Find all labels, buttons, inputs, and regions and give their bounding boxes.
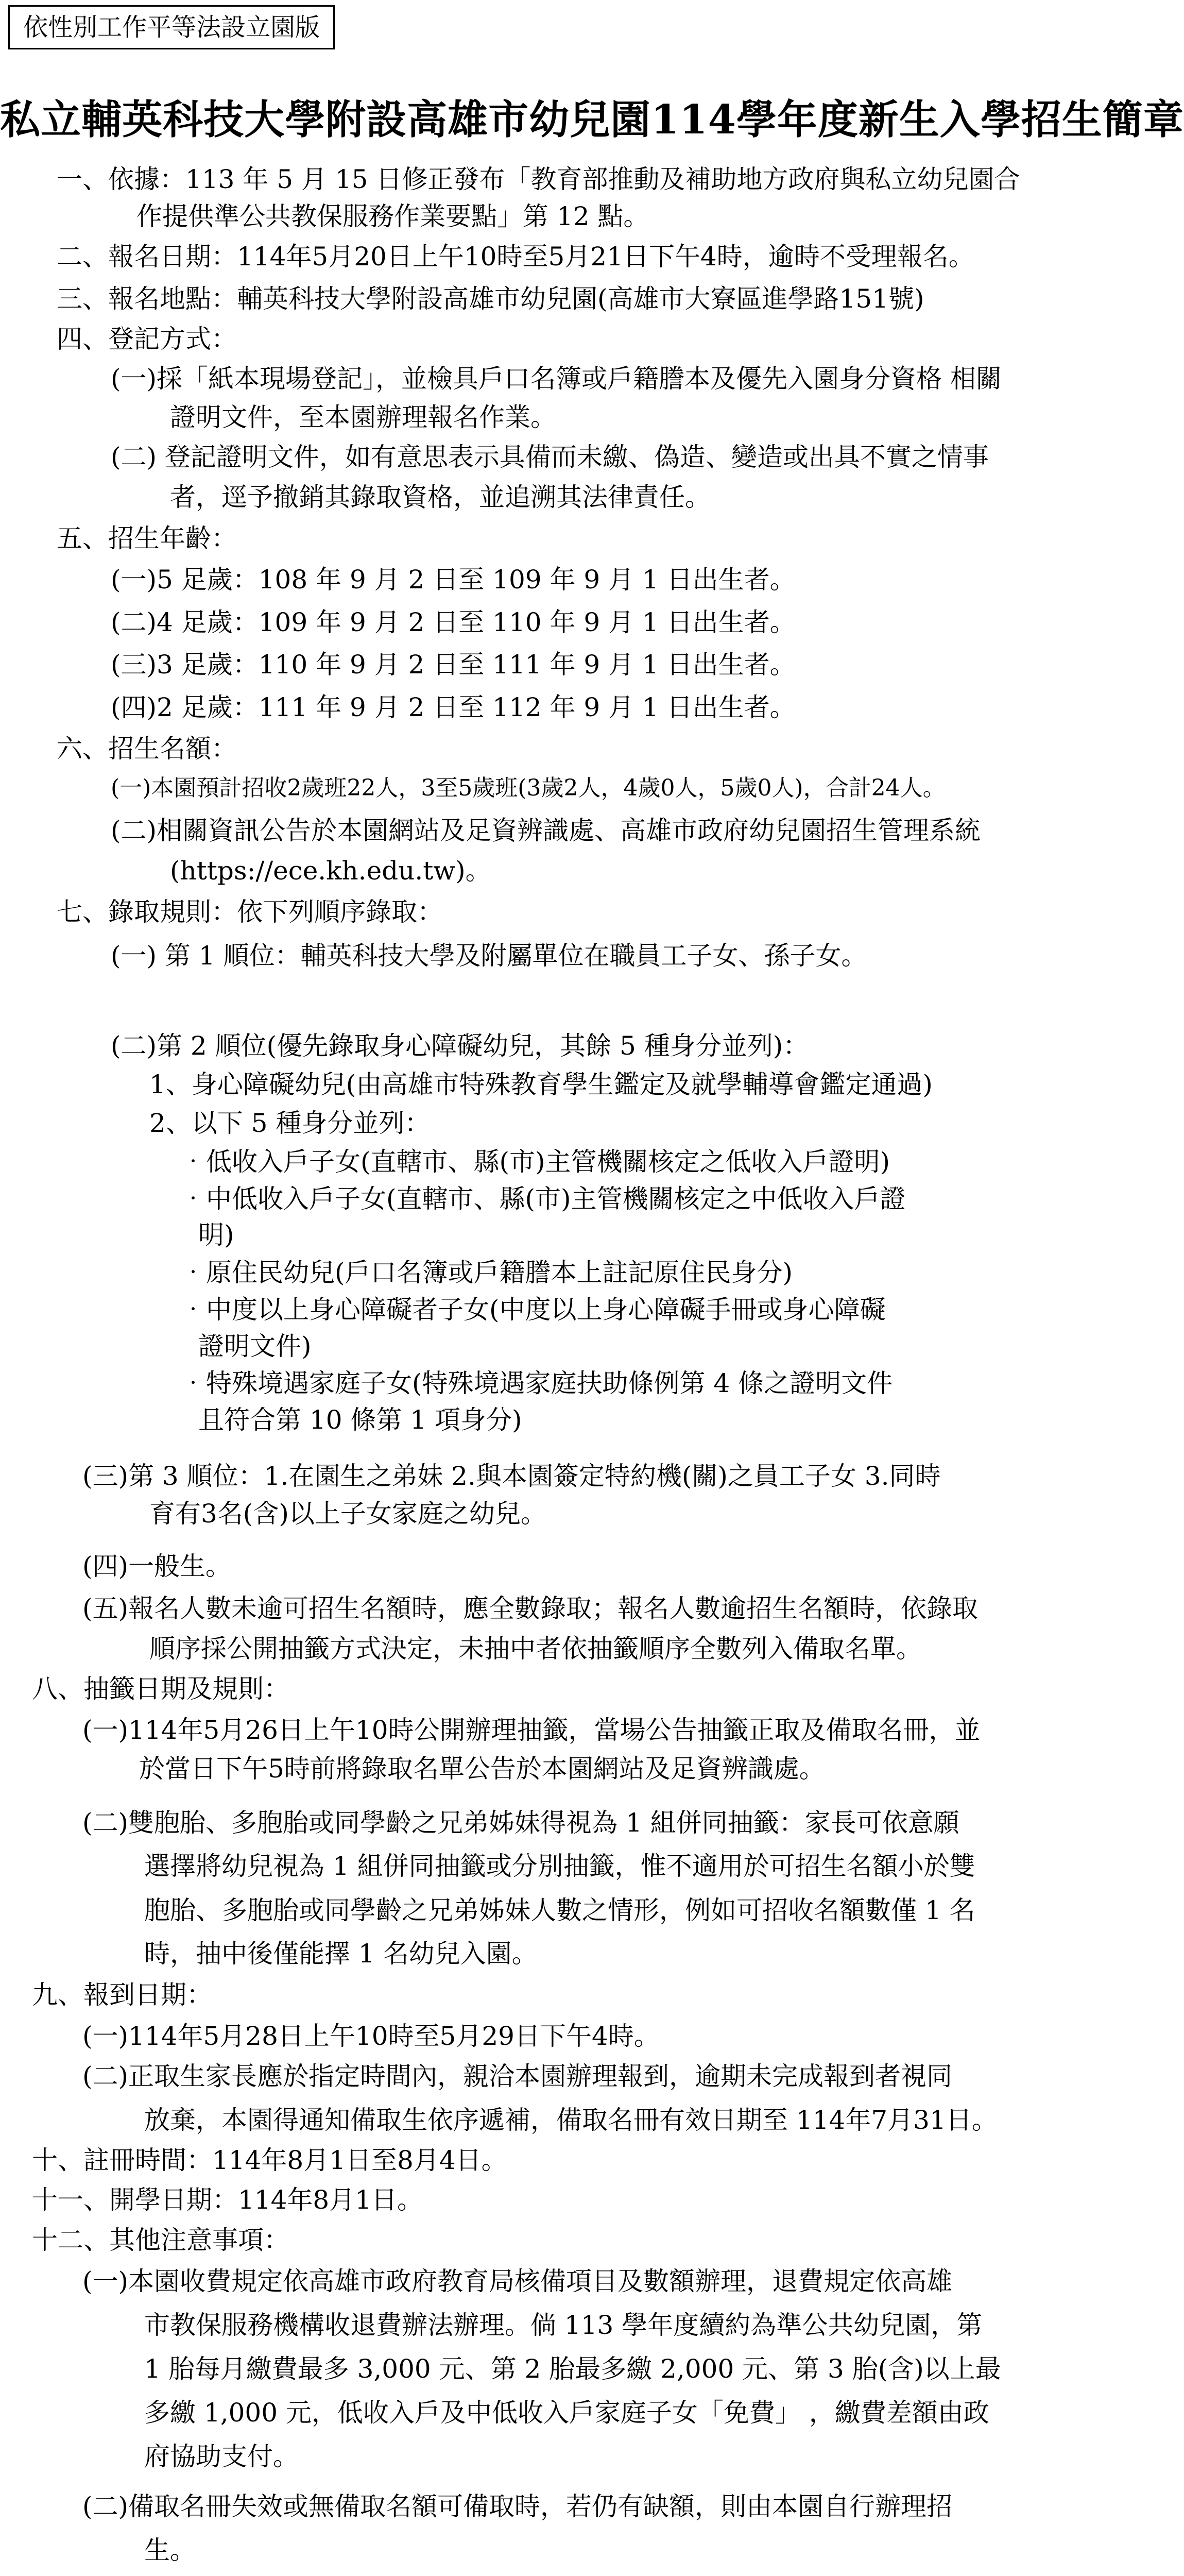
section-9-item-2-cont: 放棄，本園得通知備取生依序遞補，備取名冊有效日期至 114年7月31日。 bbox=[144, 2105, 998, 2135]
section-12-item-2-cont: 生。 bbox=[144, 2535, 196, 2565]
section-10-registration-time: 十、註冊時間：114年8月1日至8月4日。 bbox=[32, 2145, 507, 2175]
section-5-heading: 五、招生年齡： bbox=[57, 523, 237, 553]
section-7-status-special-hardship-cont: 且符合第 10 條第 1 項身分) bbox=[198, 1405, 522, 1435]
section-7-status-disabled-parent: ‧中度以上身心障礙者子女(中度以上身心障礙手冊或身心障礙 bbox=[180, 1295, 886, 1325]
section-8-item-2-cont-2: 胞胎、多胞胎或同學齡之兄弟姊妹人數之情形，例如可招收名額數僅 1 名 bbox=[144, 1895, 975, 1925]
section-6-item-2-cont: (https://ece.kh.edu.tw)。 bbox=[170, 856, 491, 886]
section-1-basis: 一、依據：113 年 5 月 15 日修正發布「教育部推動及補助地方政府與私立幼兒園合 bbox=[57, 164, 1020, 194]
section-9-item-1: (一)114年5月28日上午10時至5月29日下午4時。 bbox=[82, 2021, 660, 2051]
section-12-item-1-cont-2: 1 胎每月繳費最多 3,000 元、第 2 胎最多繳 2,000 元、第 3 胎(含)以上最 bbox=[144, 2354, 1001, 2384]
section-7-item-3: (三)第 3 順位：1.在園生之弟妹 2.與本園簽定特約機(關)之員工子女 3.同時 bbox=[82, 1461, 941, 1491]
version-badge: 依性別工作平等法設立園版 bbox=[8, 5, 335, 49]
section-7-item-2-sub-1: 1、身心障礙幼兒(由高雄市特殊教育學生鑑定及就學輔導會鑑定通過) bbox=[149, 1070, 933, 1099]
section-9-item-2: (二)正取生家長應於指定時間內，親洽本園辦理報到，逾期未完成報到者視同 bbox=[82, 2061, 953, 2091]
section-7-status-indigenous: ‧原住民幼兒(戶口名簿或戶籍謄本上註記原住民身分) bbox=[180, 1258, 793, 1287]
section-12-item-1-cont-3: 多繳 1,000 元，低收入戶及中低收入戶家庭子女「免費」 ，繳費差額由政 bbox=[144, 2398, 989, 2428]
section-7-item-5: (五)報名人數未逾可招生名額時，應全數錄取；報名人數逾招生名額時，依錄取 bbox=[82, 1594, 979, 1623]
section-6-item-1: (一)本園預計招收2歲班22人，3至5歲班(3歲2人，4歲0人，5歲0人)，合計24人。 bbox=[111, 775, 946, 801]
section-7-item-4: (四)一般生。 bbox=[82, 1551, 232, 1581]
section-9-heading: 九、報到日期： bbox=[32, 1980, 212, 2010]
section-3-registration-place: 三、報名地點：輔英科技大學附設高雄市幼兒園(高雄市大寮區進學路151號) bbox=[57, 284, 924, 314]
section-8-item-2-cont-1: 選擇將幼兒視為 1 組併同抽籤或分別抽籤，惟不適用於可招生名額小於雙 bbox=[144, 1851, 975, 1881]
section-8-heading: 八、抽籤日期及規則： bbox=[32, 1674, 289, 1704]
section-7-heading: 七、錄取規則：依下列順序錄取： bbox=[57, 897, 443, 927]
document-title: 私立輔英科技大學附設高雄市幼兒園114學年度新生入學招生簡章 bbox=[0, 96, 1184, 143]
section-12-heading: 十二、其他注意事項： bbox=[32, 2225, 289, 2255]
section-7-status-mid-low-income-cont: 明) bbox=[198, 1220, 234, 1250]
section-5-item-4: (四)2 足歲：111 年 9 月 2 日至 112 年 9 月 1 日出生者。 bbox=[111, 692, 796, 722]
section-8-item-2-cont-3: 時，抽中後僅能擇 1 名幼兒入園。 bbox=[144, 1939, 538, 1969]
section-7-status-disabled-parent-cont: 證明文件) bbox=[198, 1331, 312, 1361]
section-6-heading: 六、招生名額： bbox=[57, 734, 237, 764]
section-5-item-2: (二)4 足歲：109 年 9 月 2 日至 110 年 9 月 1 日出生者。 bbox=[111, 607, 796, 637]
section-7-item-2-sub-2: 2、以下 5 種身分並列： bbox=[149, 1108, 431, 1138]
section-5-item-1: (一)5 足歲：108 年 9 月 2 日至 109 年 9 月 1 日出生者。 bbox=[111, 565, 796, 595]
section-12-item-1-cont-1: 市教保服務機構收退費辦法辦理。倘 113 學年度續約為準公共幼兒園，第 bbox=[144, 2310, 983, 2340]
section-2-registration-date: 二、報名日期：114年5月20日上午10時至5月21日下午4時，逾時不受理報名。 bbox=[57, 242, 974, 272]
section-7-item-2: (二)第 2 順位(優先錄取身心障礙幼兒，其餘 5 種身分並列)： bbox=[111, 1031, 809, 1061]
section-4-heading: 四、登記方式： bbox=[57, 324, 237, 354]
section-8-item-1-cont: 於當日下午5時前將錄取名單公告於本園網站及足資辨識處。 bbox=[139, 1754, 825, 1784]
section-7-item-3-cont: 育有3名(含)以上子女家庭之幼兒。 bbox=[149, 1499, 546, 1529]
section-1-basis-cont: 作提供準公共教保服務作業要點」第 12 點。 bbox=[136, 201, 649, 231]
section-12-item-1-cont-4: 府協助支付。 bbox=[144, 2442, 299, 2471]
section-4-item-2: (二) 登記證明文件，如有意思表示具備而未繳、偽造、變造或出具不實之情事 bbox=[111, 442, 989, 472]
section-4-item-1-cont: 證明文件，至本園辦理報名作業。 bbox=[170, 402, 556, 432]
section-6-item-2: (二)相關資訊公告於本園網站及足資辨識處、高雄市政府幼兒園招生管理系統 bbox=[111, 816, 981, 845]
section-7-status-special-hardship: ‧特殊境遇家庭子女(特殊境遇家庭扶助條例第 4 條之證明文件 bbox=[180, 1368, 893, 1398]
section-7-status-low-income: ‧低收入戶子女(直轄市、縣(市)主管機關核定之低收入戶證明) bbox=[180, 1147, 890, 1177]
section-7-item-1: (一) 第 1 順位：輔英科技大學及附屬單位在職員工子女、孫子女。 bbox=[111, 941, 867, 971]
section-8-item-2: (二)雙胞胎、多胞胎或同學齡之兄弟姊妹得視為 1 組併同抽籤：家長可依意願 bbox=[82, 1808, 959, 1838]
section-12-item-2: (二)備取名冊失效或無備取名額可備取時，若仍有缺額，則由本園自行辦理招 bbox=[82, 2492, 953, 2521]
section-4-item-1: (一)採「紙本現場登記」，並檢具戶口名簿或戶籍謄本及優先入園身分資格 相關 bbox=[111, 364, 1002, 394]
section-7-status-mid-low-income: ‧中低收入戶子女(直轄市、縣(市)主管機關核定之中低收入戶證 bbox=[180, 1184, 906, 1214]
section-4-item-2-cont: 者，逕予撤銷其錄取資格，並追溯其法律責任。 bbox=[170, 482, 711, 512]
section-8-item-1: (一)114年5月26日上午10時公開辦理抽籤，當場公告抽籤正取及備取名冊，並 bbox=[82, 1715, 981, 1745]
section-5-item-3: (三)3 足歲：110 年 9 月 2 日至 111 年 9 月 1 日出生者。 bbox=[111, 650, 796, 680]
section-12-item-1: (一)本園收費規定依高雄市政府教育局核備項目及數額辦理，退費規定依高雄 bbox=[82, 2266, 953, 2296]
section-11-school-start: 十一、開學日期：114年8月1日。 bbox=[32, 2185, 423, 2215]
section-7-item-5-cont: 順序採公開抽籤方式決定，未抽中者依抽籤順序全數列入備取名單。 bbox=[149, 1634, 922, 1664]
